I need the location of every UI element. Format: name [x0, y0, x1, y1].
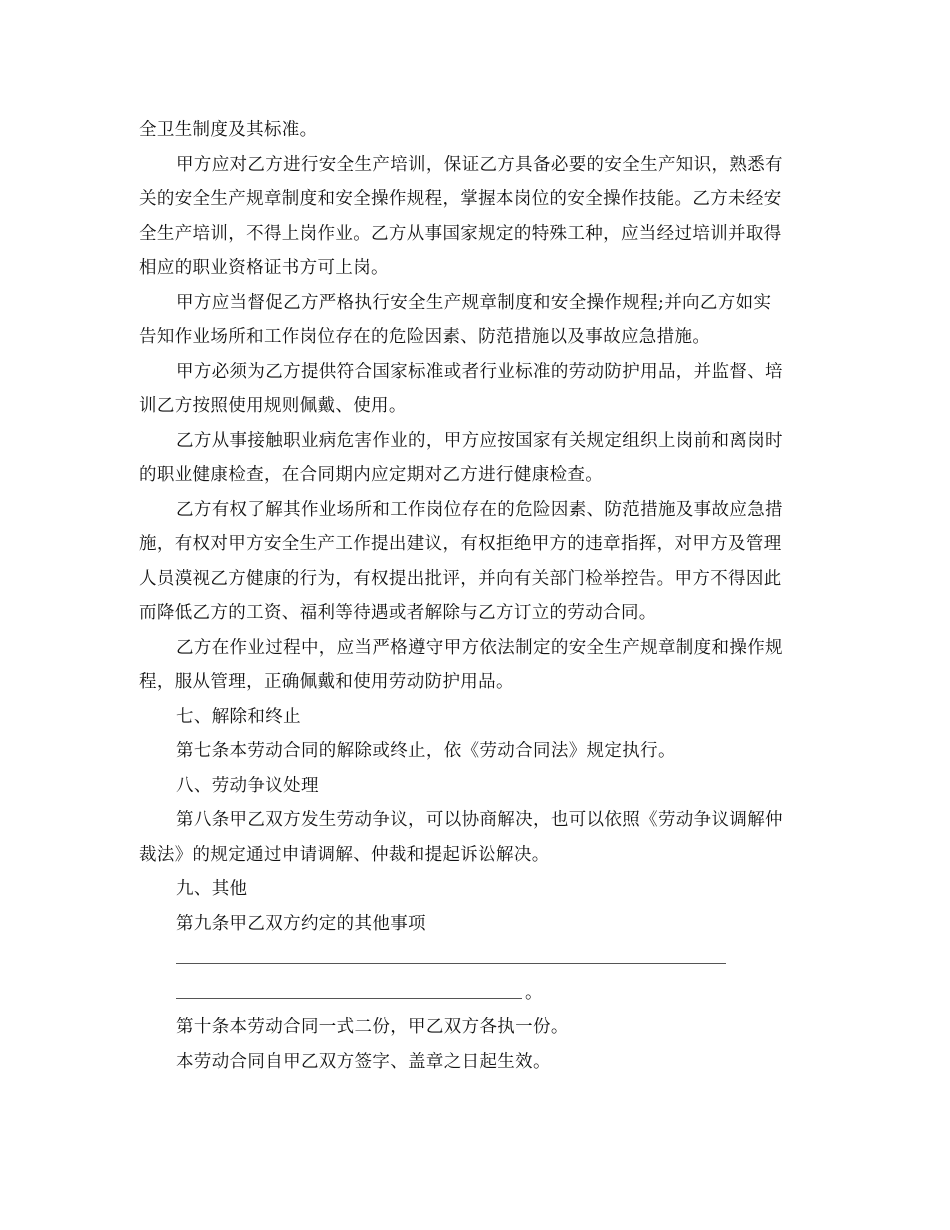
contract-text-line: 人员漠视乙方健康的行为，有权提出批评，并向有关部门检举控告。甲方不得因此	[139, 568, 782, 589]
contract-text-line: 乙方在作业过程中，应当严格遵守甲方依法制定的安全生产规章制度和操作规	[176, 637, 783, 658]
contract-text-line: 九、其他	[176, 879, 248, 899]
contract-text-line: 裁法》的规定通过申请调解、仲裁和提起诉讼解决。	[139, 844, 550, 865]
contract-text-line: 七、解除和终止	[176, 706, 301, 727]
contract-text-line: 第九条甲乙双方约定的其他事项	[176, 913, 426, 934]
contract-page	[139, 113, 819, 1079]
contract-text-line: 第七条本劳动合同的解除或终止，依《劳动合同法》规定执行。	[176, 741, 676, 761]
blank-fill-line	[176, 998, 522, 999]
contract-text-line: 乙方有权了解其作业场所和工作岗位存在的危险因素、防范措施及事故应急措	[176, 499, 783, 520]
contract-text-line: 训乙方按照使用规则佩戴、使用。	[139, 396, 407, 416]
contract-text-line: 八、劳动争议处理	[176, 775, 319, 796]
contract-text-line: 甲方应当督促乙方严格执行安全生产规章制度和安全操作规程;并向乙方如实	[176, 292, 772, 313]
contract-text-line: 甲方必须为乙方提供符合国家标准或者行业标准的劳动防护用品，并监督、培	[176, 361, 783, 382]
contract-text-line: 关的安全生产规章制度和安全操作规程，掌握本岗位的安全操作技能。乙方未经安	[139, 189, 782, 209]
contract-text-line: 全卫生制度及其标准。	[139, 120, 318, 140]
contract-text-line: 第八条甲乙双方发生劳动争议，可以协商解决，也可以依照《劳动争议调解仲	[176, 810, 783, 830]
contract-text-line: 告知作业场所和工作岗位存在的危险因素、防范措施以及事故应急措施。	[139, 327, 711, 347]
contract-text-line: 程，服从管理，正确佩戴和使用劳动防护用品。	[139, 672, 514, 692]
contract-text-line: 乙方从事接触职业病危害作业的，甲方应按国家有关规定组织上岗前和离岗时	[176, 430, 783, 451]
clause-ten: 第十条本劳动合同一式二份，甲乙双方各执一份。	[176, 1017, 569, 1037]
blank-fill-period: 。	[525, 982, 543, 1003]
effective-clause: 本劳动合同自甲乙双方签字、盖章之日起生效。	[176, 1051, 551, 1072]
blank-fill-row-2	[139, 976, 819, 1011]
contract-text-line: 的职业健康检查，在合同期内应定期对乙方进行健康检查。	[139, 465, 604, 485]
contract-text-line: 施，有权对甲方安全生产工作提出建议，有权拒绝甲方的违章指挥，对甲方及管理	[139, 534, 782, 554]
contract-text-line: 全生产培训，不得上岗作业。乙方从事国家规定的特殊工种，应当经过培训并取得	[139, 223, 782, 244]
blank-fill-line	[176, 963, 726, 964]
contract-body	[139, 113, 819, 941]
blank-fill-row-1	[139, 941, 819, 976]
contract-text-line: 相应的职业资格证书方可上岗。	[139, 258, 389, 278]
contract-text-line: 甲方应对乙方进行安全生产培训，保证乙方具备必要的安全生产知识，熟悉有	[176, 154, 783, 175]
contract-text-line: 而降低乙方的工资、福利等待遇或者解除与乙方订立的劳动合同。	[139, 603, 657, 623]
